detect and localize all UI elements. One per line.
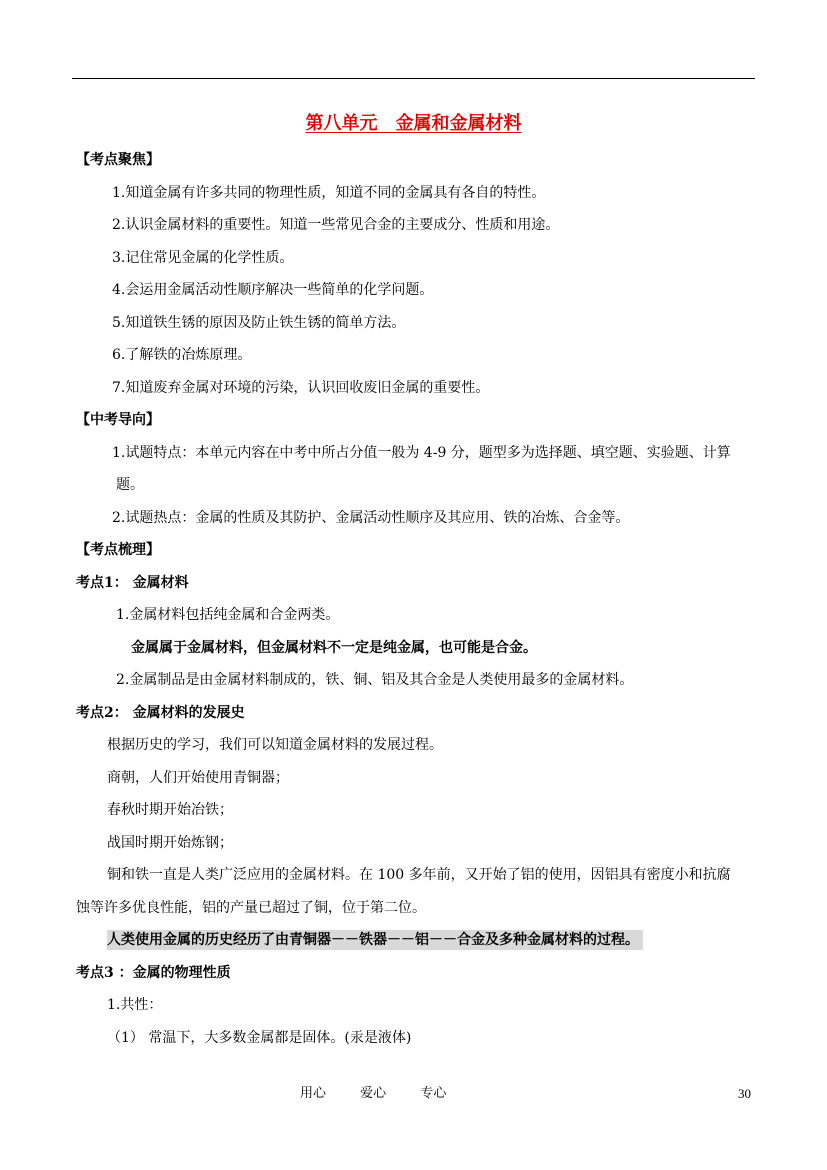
section-heading-focus: 【考点聚焦】 xyxy=(76,152,160,168)
section-heading-guide: 【中考导向】 xyxy=(76,412,160,428)
kp1-line-2: 2.金属制品是由金属材料制成的，铁、铜、铝及其合金是人类使用最多的金属材料。 xyxy=(116,672,634,688)
kp2-line: 根据历史的学习，我们可以知道金属材料的发展过程。 xyxy=(107,737,443,753)
focus-item: 4.会运用金属活动性顺序解决一些简单的化学问题。 xyxy=(112,282,434,298)
focus-item: 1.知道金属有许多共同的物理性质，知道不同的金属具有各自的特性。 xyxy=(112,185,546,201)
page-title: 第八单元 金属和金属材料 xyxy=(305,113,522,134)
kp1-heading: 考点1： 金属材料 xyxy=(76,575,189,591)
kp2-heading: 考点2： 金属材料的发展史 xyxy=(76,705,245,721)
page-number: 30 xyxy=(738,1086,751,1101)
focus-item: 2.认识金属材料的重要性。知道一些常见合金的主要成分、性质和用途。 xyxy=(112,217,560,233)
kp2-highlight: 人类使用金属的历史经历了由青铜器－－铁器－－铝－－合金及多种金属材料的过程。 xyxy=(107,930,643,950)
kp3-line-1: 1.共性： xyxy=(107,997,163,1013)
footer-word: 专心 xyxy=(420,1086,447,1101)
header-rule xyxy=(72,78,755,79)
kp2-paragraph-line-1: 铜和铁一直是人类广泛应用的金属材料。在 100 多年前，又开始了铝的使用，因铝具有密度小和抗腐 xyxy=(107,867,731,883)
focus-item: 5.知道铁生锈的原因及防止铁生锈的简单方法。 xyxy=(112,315,406,331)
kp2-paragraph-line-2: 蚀等许多优良性能，铝的产量已超过了铜，位于第二位。 xyxy=(76,900,426,916)
kp2-line: 春秋时期开始冶铁； xyxy=(107,802,233,818)
kp1-line-1: 1.金属材料包括纯金属和合金两类。 xyxy=(116,607,340,623)
kp3-heading: 考点3 ：金属的物理性质 xyxy=(76,965,231,981)
focus-item: 7.知道废弃金属对环境的污染，认识回收废旧金属的重要性。 xyxy=(112,380,490,396)
focus-item: 3.记住常见金属的化学性质。 xyxy=(112,250,294,266)
guide-item-2: 2.试题热点：金属的性质及其防护、金属活动性顺序及其应用、铁的冶炼、合金等。 xyxy=(112,510,630,526)
guide-item-1-line-2: 题。 xyxy=(116,477,144,493)
guide-item-1-line-1: 1.试题特点：本单元内容在中考中所占分值一般为 4-9 分，题型多为选择题、填空题、实验题、计算 xyxy=(112,445,731,461)
kp3-line-2: （1） 常温下，大多数金属都是固体。(汞是液体) xyxy=(107,1030,412,1046)
kp2-line: 商朝，人们开始使用青铜器； xyxy=(107,770,289,786)
focus-item: 6.了解铁的冶炼原理。 xyxy=(112,347,252,363)
kp2-line: 战国时期开始炼钢； xyxy=(107,835,233,851)
footer-motto xyxy=(300,1085,476,1103)
section-heading-review: 【考点梳理】 xyxy=(76,542,160,558)
kp1-bold-note: 金属属于金属材料，但金属材料不一定是纯金属，也可能是合金。 xyxy=(131,640,537,656)
footer-word: 爱心 xyxy=(360,1086,387,1101)
footer-word: 用心 xyxy=(300,1086,327,1101)
